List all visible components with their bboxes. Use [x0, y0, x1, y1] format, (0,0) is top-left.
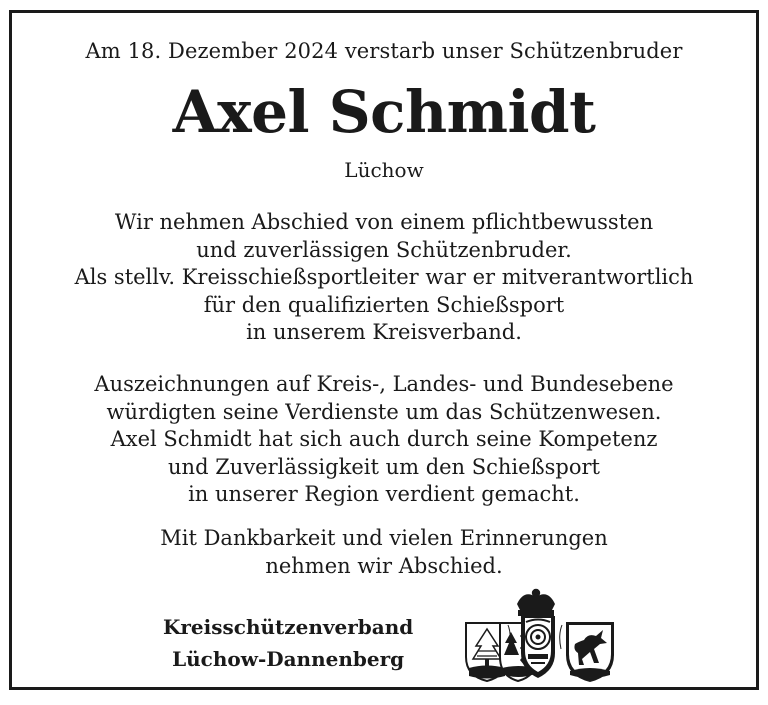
text-line: für den qualifizierten Schießsport [203, 292, 565, 317]
deceased-name: Axel Schmidt [172, 78, 596, 146]
text-line: Wir nehmen Abschied von einem pflichtbewussten [114, 210, 654, 234]
text-line: Auszeichnungen auf Kreis-, Landes- und Bundesebene [94, 372, 674, 396]
text-line: würdigten seine Verdienste um das Schützenwesen. [106, 399, 662, 424]
closing-paragraph [12, 525, 756, 580]
tribute-paragraph-2 [12, 371, 756, 509]
tribute-paragraph-1 [12, 209, 756, 347]
organization-signature [163, 611, 413, 675]
text-line: Als stellv. Kreisschießsportleiter war er mitverantwortlich [74, 265, 694, 290]
intro-line: Am 18. Dezember 2024 verstarb unser Schützenbruder [85, 39, 683, 63]
text-line: und Zuverlässigkeit um den Schießsport [168, 454, 600, 479]
organization-region: Lüchow-Dannenberg [172, 647, 405, 671]
coat-of-arms-icon [454, 585, 619, 683]
text-line: Mit Dankbarkeit und vielen Erinnerungen [160, 526, 608, 550]
text-line: nehmen wir Abschied. [265, 553, 503, 578]
text-line: in unserem Kreisverband. [246, 320, 522, 345]
obituary-notice [9, 10, 759, 690]
text-line: Axel Schmidt hat sich auch durch seine Kompetenz [110, 427, 658, 452]
organization-name: Kreisschützenverband [163, 615, 414, 639]
hometown: Lüchow [344, 158, 424, 182]
text-line: in unserer Region verdient gemacht. [188, 482, 580, 507]
text-line: und zuverlässigen Schützenbruder. [196, 237, 572, 262]
